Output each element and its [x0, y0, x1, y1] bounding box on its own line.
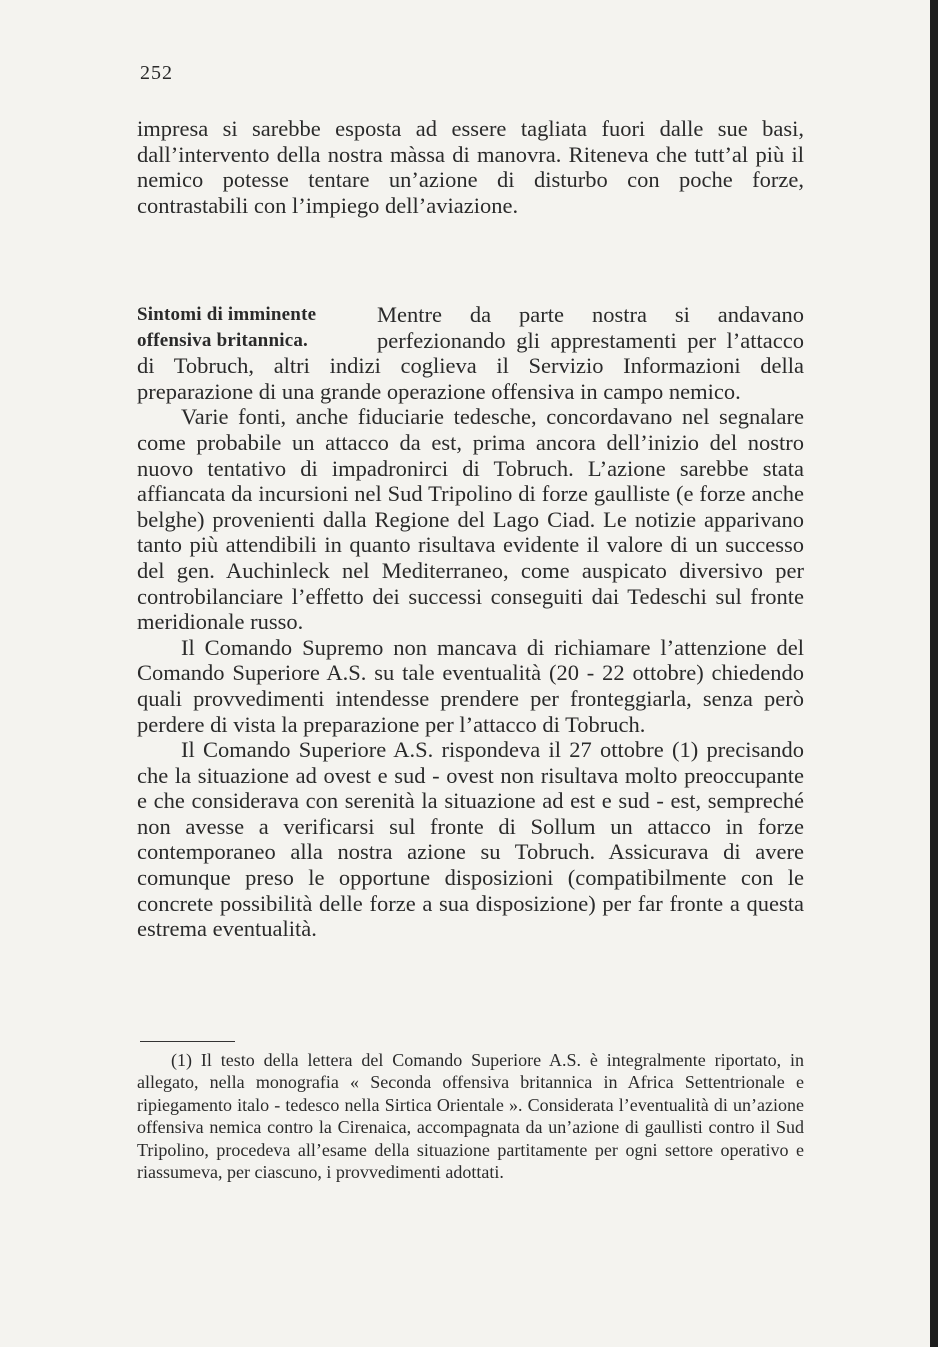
paragraph-1: Mentre da parte nostra si andavano perfezionando gli apprestamenti per l’attacco di Tobruch, altri indizi coglieva il Servizio Informazioni della preparazione di una grande operazione offensiva in campo nemico.: [137, 302, 804, 404]
paragraph-4: Il Comando Superiore A.S. rispondeva il 27 ottobre (1) precisando che la situazione ad ovest e sud - ovest non risultava molto preoccupante e che considerava con serenità la situazione ad est e sud - est, sempreché non avesse a verificarsi sul fronte di Sollum un attacco in forze contemporaneo alla nostra azione su Tobruch. Assicurava di avere comunque preso le opportune disposizioni (compatibilmente con le concrete possibilità delle forze a sua disposizione) per far fronte a questa estrema eventualità.: [137, 737, 804, 942]
page-edge: [930, 0, 938, 1347]
paragraph-top: impresa si sarebbe esposta ad essere tagliata fuori dalle sue basi, dall’intervento della nostra màssa di manovra. Riteneva che tutt’al più il nemico potesse tentare un’azione di disturbo con poche forze, contrastabili con l’impiego dell’aviazione.: [137, 116, 804, 218]
footnote-separator: [140, 1041, 235, 1042]
margin-heading: Sintomi di imminente offensiva britannica.: [137, 304, 317, 351]
section-block: [137, 302, 804, 942]
paragraph-top-block: [137, 116, 804, 218]
paragraph-2: Varie fonti, anche fiduciarie tedesche, concordavano nel segnalare come probabile un attacco da est, prima ancora dell’inizio del nostro nuovo tentativo di impadronirci di Tobruch. L’azione sarebbe stata affiancata da incursioni nel Sud Tripolino di forze gaulliste (e forze anche belghe) provenienti dalla Regione del Lago Ciad. Le notizie apparivano tanto più attendibili in quanto risultava evidente il valore di un successo del gen. Auchinleck nel Mediterraneo, come auspicato diversivo per controbilanciare l’effetto dei successi conseguiti dai Tedeschi sul fronte meridionale russo.: [137, 404, 804, 635]
paragraph-3: Il Comando Supremo non mancava di richiamare l’attenzione del Comando Superiore A.S. su tale eventualità (20 - 22 ottobre) chiedendo quali provvedimenti intendesse prendere per fronteggiarla, senza però perdere di vista la preparazione per l’attacco di Tobruch.: [137, 634, 804, 737]
page-number: 252: [140, 62, 173, 84]
footnote: (1) Il testo della lettera del Comando Superiore A.S. è integralmente riportato, in allegato, nella monografia « Seconda offensiva britannica in Africa Settentrionale e ripiegamento italo - tedesco nella Sirtica Orientale ». Considerata l’eventualità di un’azione offensiva nemica contro la Cirenaica, accompagnata da un’azione di gaullisti contro il Sud Tripolino, procedeva all’esame della situazione partitamente per ogni settore operativo e riassumeva, per ciascuno, i provvedimenti adottati.: [137, 1050, 804, 1183]
